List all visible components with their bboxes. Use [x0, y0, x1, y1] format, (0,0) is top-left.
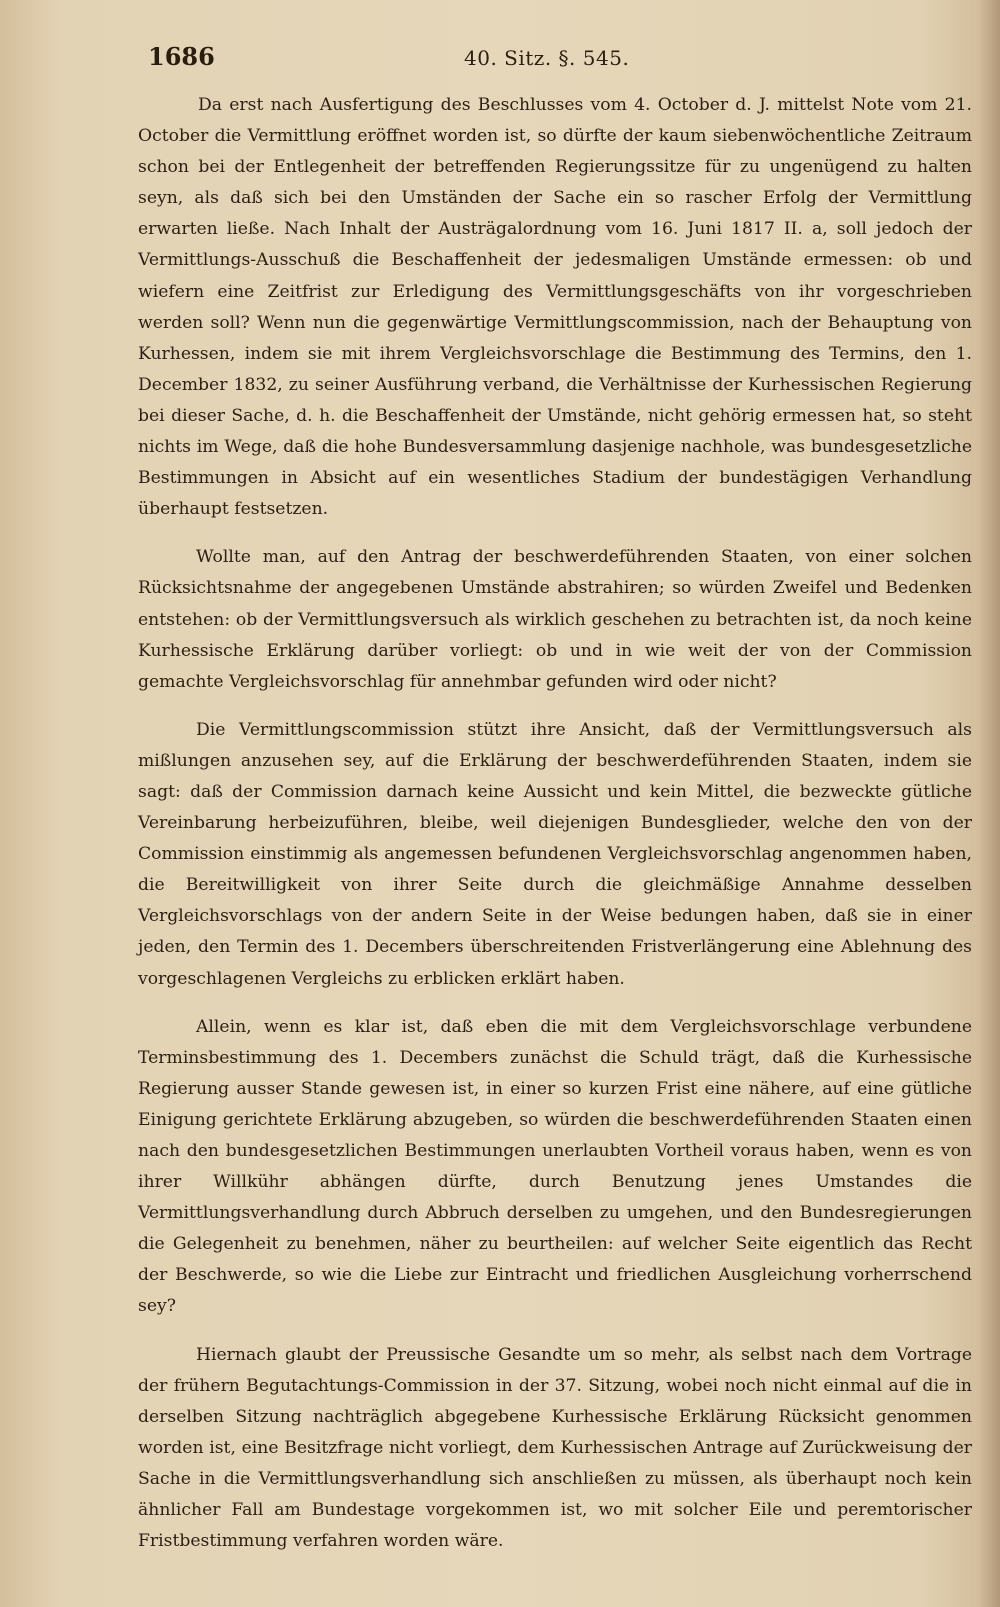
- paragraph: Da erst nach Ausfertigung des Beschlusses vom 4. October d. J. mittelst Note vom 21. October die Vermittlung eröffnet worden ist, so dürfte der kaum siebenwöchentliche Zeitraum schon bei der Entlegenheit der betreffenden Regierungssitze für zu ungenügend zu halten seyn, als daß sich bei den Umständen der Sache ein so rascher Erfolg der Vermittlung erwarten ließe. Nach Inhalt der Austrägalordnung vom 16. Juni 1817 II. a, soll jedoch der Vermittlungs-Ausschuß die Beschaffenheit der jedesmaligen Umstände ermessen: ob und wiefern eine Zeitfrist zur Erledigung des Vermittlungsgeschäfts von ihr vorgeschrieben werden soll? Wenn nun die gegenwärtige Vermittlungscommission, nach der Behauptung von Kurhessen, indem sie mit ihrem Vergleichsvorschlage die Bestimmung des Termins, den 1. December 1832, zu seiner Ausführung verband, die Verhältnisse der Kurhessischen Regierung bei dieser Sache, d. h. die Beschaffenheit der Umstände, nicht gehörig ermessen hat, so steht nichts im Wege, daß die hohe Bundesversammlung dasjenige nachhole, was bundesgesetzliche Bestimmungen in Absicht auf ein wesentliches Stadium der bundestägigen Verhandlung überhaupt festsetzen.: [138, 95, 972, 520]
- paragraph: Wollte man, auf den Antrag der beschwerdeführenden Staaten, von einer solchen Rücksichtsnahme der angegebenen Umstände abstrahiren; so würden Zweifel und Bedenken entstehen: ob der Vermittlungsversuch als wirklich geschehen zu betrachten ist, da noch keine Kurhessische Erklärung darüber vorliegt: ob und in wie weit der von der Commission gemachte Vergleichsvorschlag für annehmbar gefunden wird oder nicht?: [138, 547, 972, 692]
- page-number: 1686: [148, 42, 215, 71]
- body-text: [138, 90, 972, 1557]
- paragraph: Hiernach glaubt der Preussische Gesandte um so mehr, als selbst nach dem Vortrage der frühern Begutachtungs-Commission in der 37. Sitzung, wobei noch nicht einmal auf die in derselben Sitzung nachträglich abgegebene Kurhessische Erklärung Rücksicht genommen worden ist, eine Besitzfrage nicht vorliegt, dem Kurhessischen Antrage auf Zurückweisung der Sache in die Vermittlungsverhandlung sich anschließen zu müssen, als überhaupt noch kein ähnlicher Fall am Bundestage vorgekommen ist, wo mit solcher Eile und peremtorischer Fristbestimmung verfahren worden wäre.: [138, 1344, 972, 1552]
- paragraph: Die Vermittlungscommission stützt ihre Ansicht, daß der Vermittlungsversuch als mißlungen anzusehen sey, auf die Erklärung der beschwerdeführenden Staaten, indem sie sagt: daß der Commission darnach keine Aussicht und kein Mittel, die bezweckte gütliche Vereinbarung herbeizuführen, bleibe, weil diejenigen Bundesglieder, welche den von der Commission einstimmig als angemessen befundenen Vergleichsvorschlag angenommen haben, die Bereitwilligkeit von ihrer Seite durch die gleichmäßige Annahme desselben Vergleichsvorschlags von der andern Seite in der Weise bedungen haben, daß sie in einer jeden, den Termin des 1. Decembers überschreitenden Fristverlängerung eine Ablehnung des vorgeschlagenen Vergleichs zu erblicken erklärt haben.: [138, 719, 972, 989]
- running-head: 40. Sitz. §. 545.: [464, 46, 630, 70]
- paragraph: Allein, wenn es klar ist, daß eben die mit dem Vergleichsvorschlage verbundene Terminsbestimmung des 1. Decembers zunächst die Schuld trägt, daß die Kurhessische Regierung ausser Stande gewesen ist, in einer so kurzen Frist eine nähere, auf eine gütliche Einigung gerichtete Erklärung abzugeben, so würden die beschwerdeführenden Staaten einen nach den bundesgesetzlichen Bestimmungen unerlaubten Vortheil voraus haben, wenn es von ihrer Willkühr abhängen dürfte, durch Benutzung jenes Umstandes die Vermittlungsverhandlung durch Abbruch derselben zu umgehen, und den Bundesregierungen die Gelegenheit zu benehmen, näher zu beurtheilen: auf welcher Seite eigentlich das Recht der Beschwerde, so wie die Liebe zur Eintracht und friedlichen Ausgleichung vorherrschend sey?: [138, 1016, 972, 1317]
- page-header: [148, 42, 970, 82]
